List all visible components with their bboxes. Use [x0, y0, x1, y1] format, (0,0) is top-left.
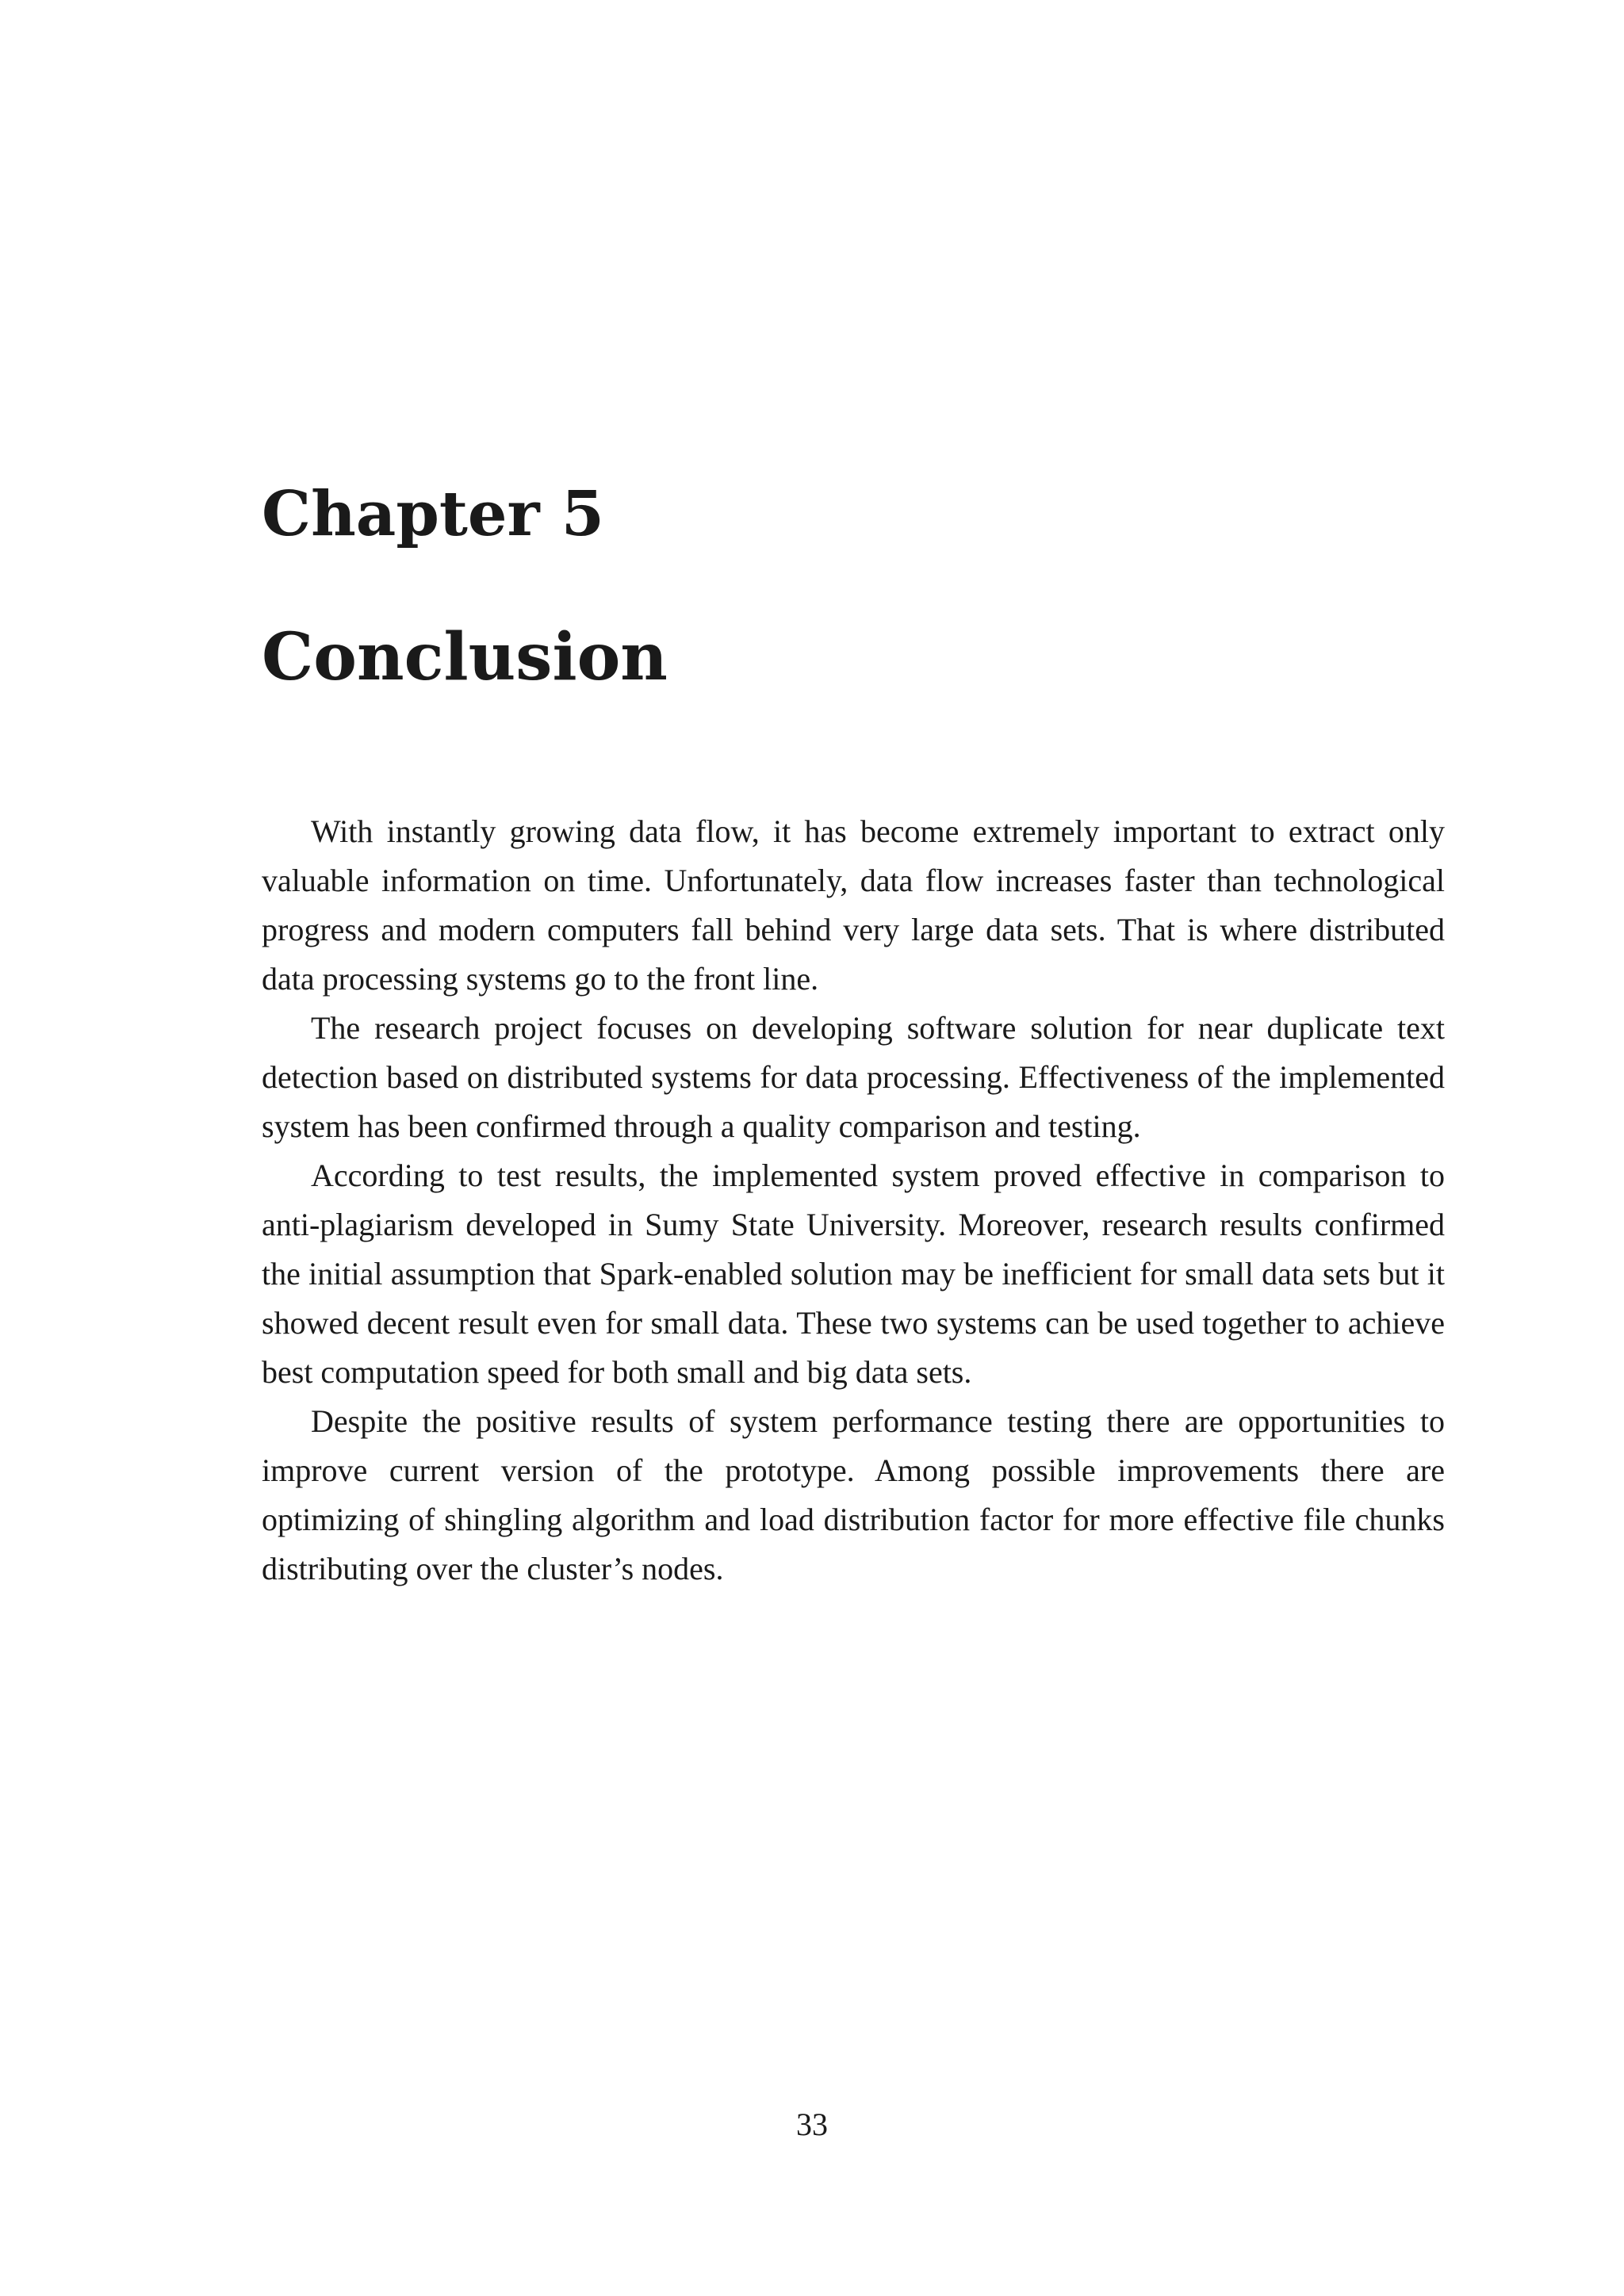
- paragraph-4: Despite the positive results of system performance testing there are opportunities to improve current version of the prototype. Among possible improvements there are optimizing of shingling algorithm and load distribution factor for more effective file chunks distributing over the cluster’s nodes.: [262, 1403, 1445, 1586]
- chapter-label: Chapter 5: [262, 478, 605, 550]
- paragraph-1: With instantly growing data flow, it has become extremely important to extract only valuable information on time. Unfortunately, data flow increases faster than technological progress and modern computers fall behind very large data sets. That is where distributed data processing systems go to the front line.: [262, 813, 1445, 997]
- chapter-body: [262, 807, 1445, 1594]
- paragraph-3: According to test results, the implemented system proved effective in comparison to anti-plagiarism developed in Sumy State University. Moreover, research results confirmed the initial assumption that Spark-enabled solution may be inefficient for small data sets but it showed decent result even for small data. These two systems can be used together to achieve best computation speed for both small and big data sets.: [262, 1158, 1445, 1390]
- paragraph-2: The research project focuses on developing software solution for near duplicate text detection based on distributed systems for data processing. Effectiveness of the implemented system has been confirmed through a quality comparison and testing.: [262, 1010, 1445, 1144]
- chapter-title: Conclusion: [262, 619, 668, 695]
- page-number: 33: [796, 2107, 828, 2142]
